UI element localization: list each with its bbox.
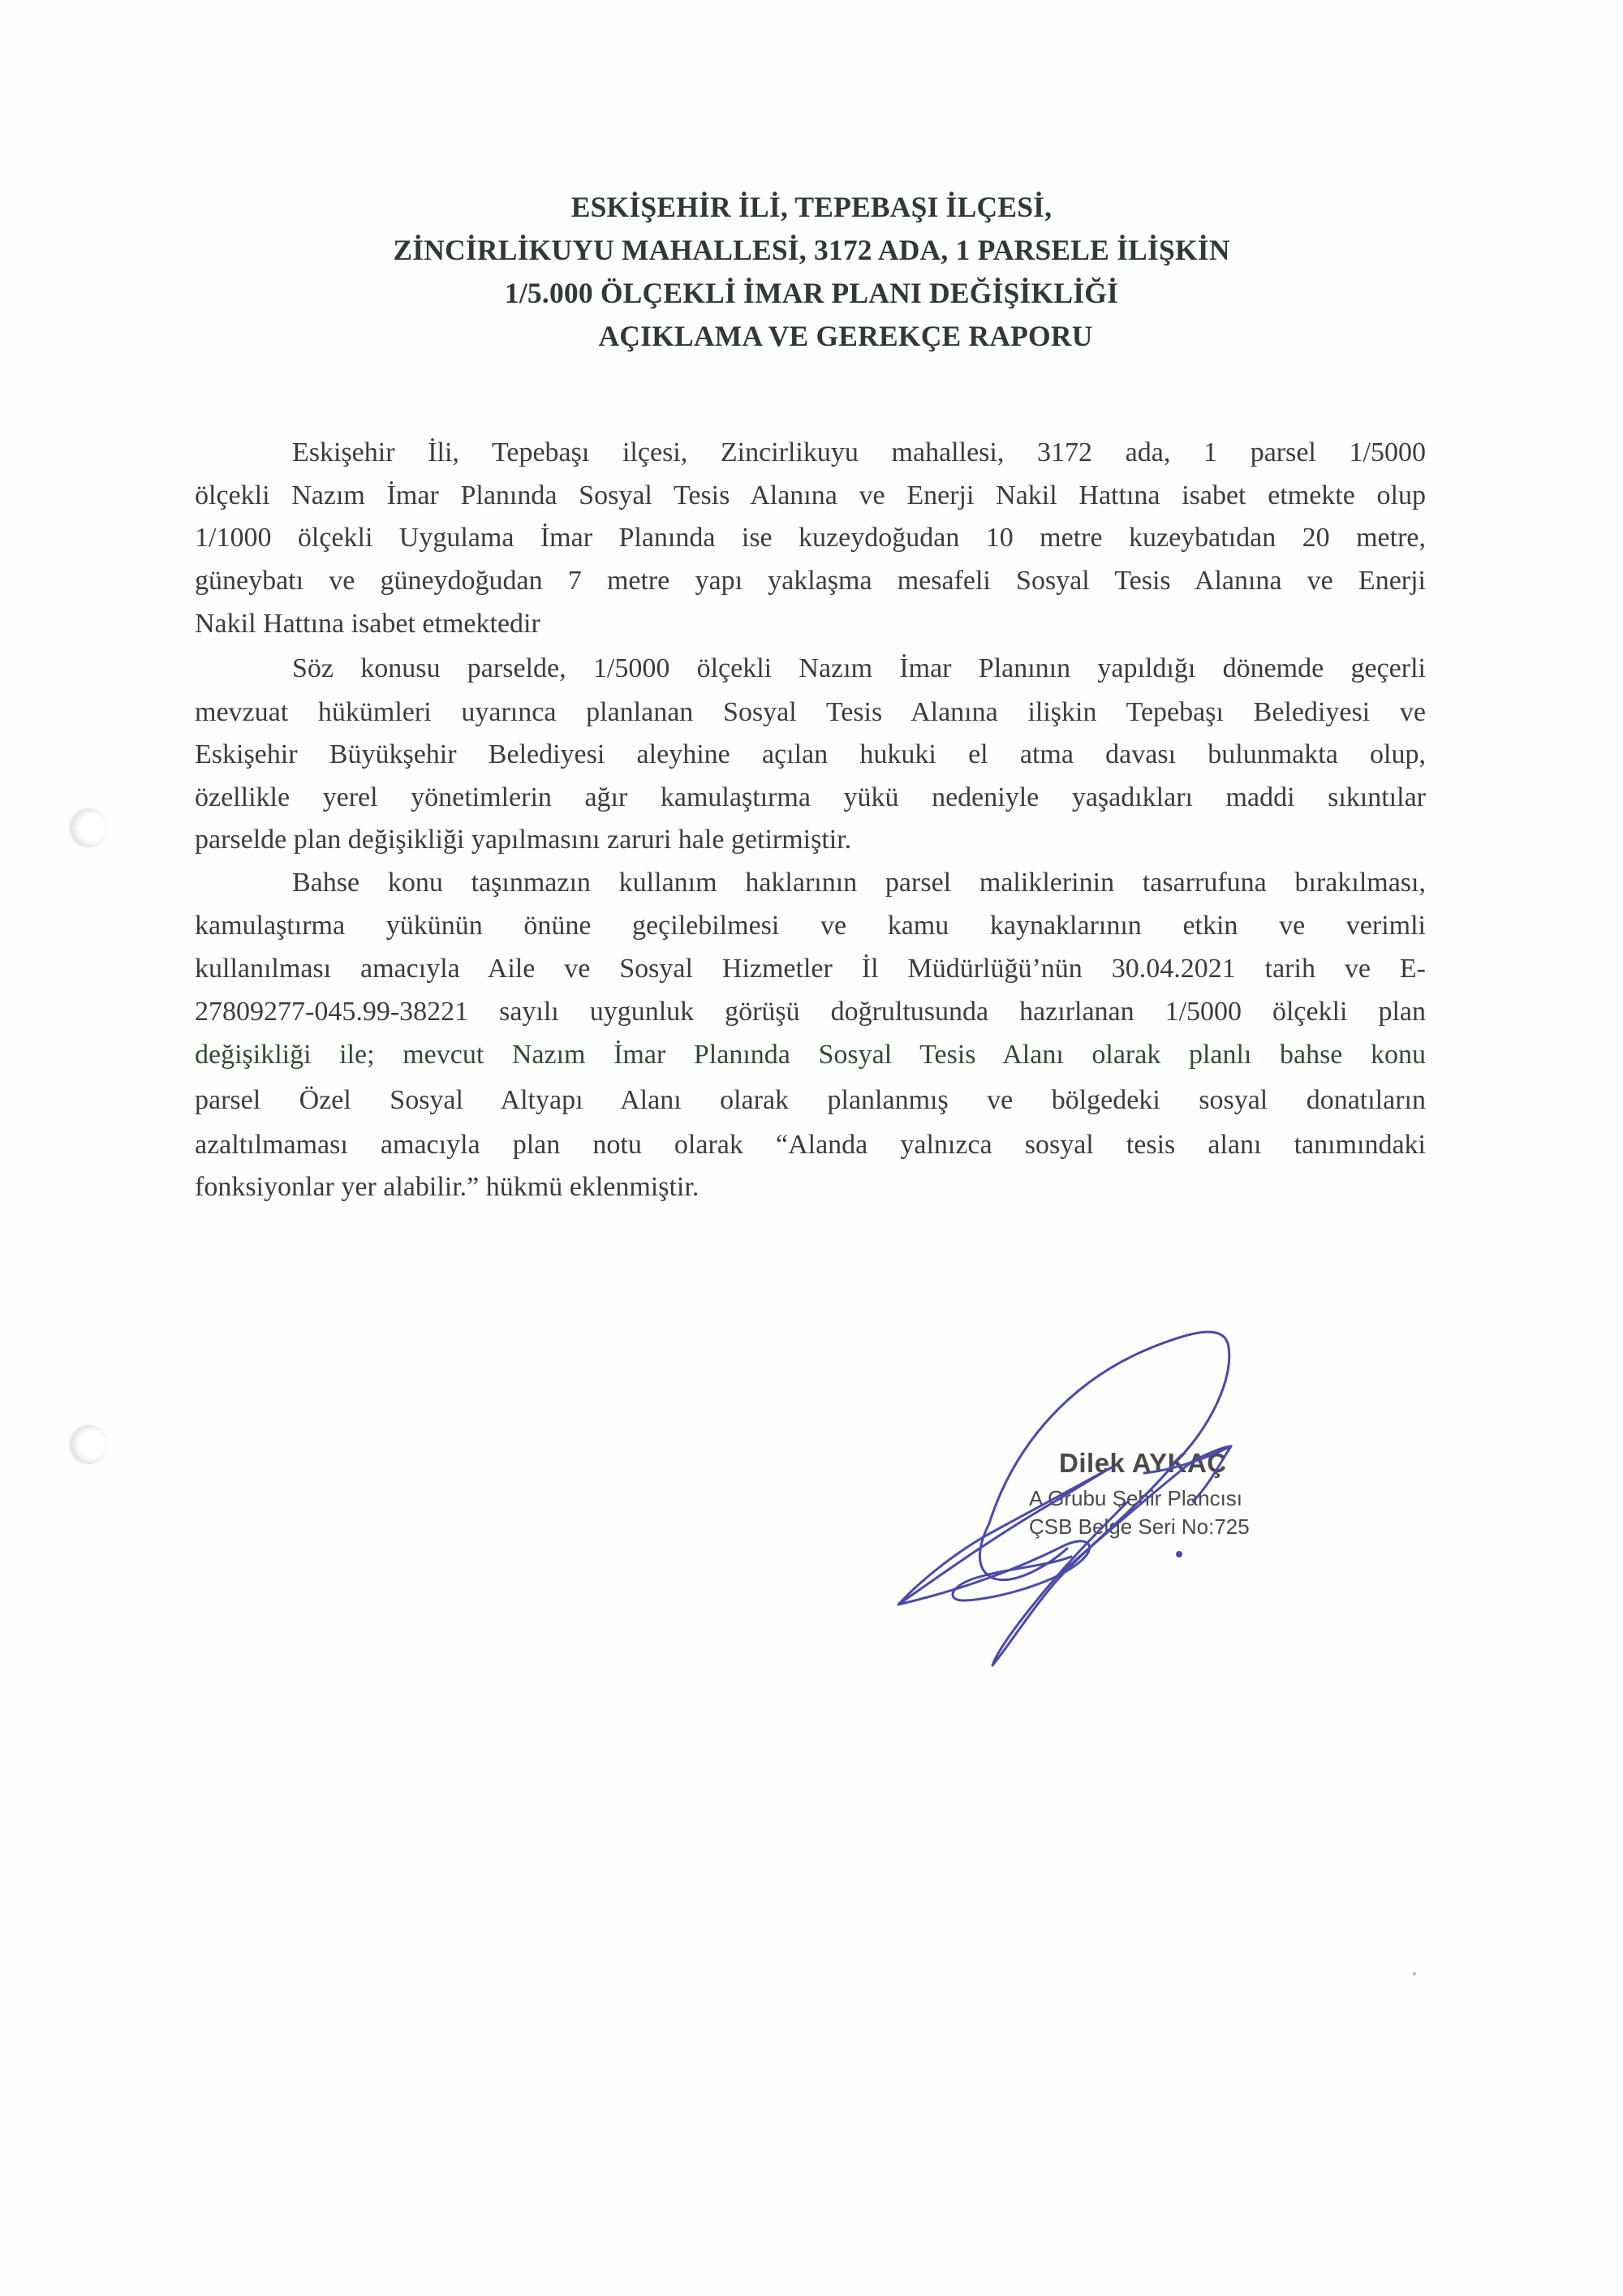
- title-line-1: ESKİŞEHİR İLİ, TEPEBAŞI İLÇESİ,: [570, 191, 1053, 223]
- paragraph-line: parselde plan değişikliği yapılmasını zaruri hale getirmiştir.: [195, 825, 852, 855]
- punch-hole-top: [71, 808, 108, 847]
- paragraph-line: Nakil Hattına isabet etmektedir: [195, 609, 540, 639]
- stamp-certificate: ÇSB Belge Seri No:725: [1029, 1514, 1250, 1539]
- paragraph-line: güneybatı ve güneydoğudan 7 metre yapı yaklaşma mesafeli Sosyal Tesis Alanına ve Enerji: [195, 566, 1426, 596]
- paragraph-line: parsel Özel Sosyal Altyapı Alanı olarak planlanmış ve bölgedeki sosyal donatıların: [195, 1085, 1426, 1115]
- paragraph-line: Eskişehir İli, Tepebaşı ilçesi, Zincirlikuyu mahallesi, 3172 ada, 1 parsel 1/5000: [292, 437, 1426, 467]
- paragraph-line: 1/1000 ölçekli Uygulama İmar Planında ise kuzeydoğudan 10 metre kuzeybatıdan 20 metre,: [195, 523, 1426, 553]
- punch-hole-bottom: [71, 1425, 108, 1464]
- paragraph-line: Söz konusu parselde, 1/5000 ölçekli Nazım İmar Planının yapıldığı dönemde geçerli: [292, 653, 1426, 683]
- paragraph-line-highlighted: değişikliği ile; mevcut Nazım İmar Planında Sosyal Tesis Alanı olarak planlı bahse konu: [195, 1040, 1426, 1070]
- paragraph-line: ölçekli Nazım İmar Planında Sosyal Tesis Alanına ve Enerji Nakil Hattına isabet etmekte olup: [195, 480, 1426, 510]
- title-line-3: 1/5.000 ÖLÇEKLİ İMAR PLANI DEĞİŞİKLİĞİ: [504, 277, 1119, 309]
- paragraph-line: 27809277-045.99-38221 sayılı uygunluk görüşü doğrultusunda hazırlanan 1/5000 ölçekli plan: [195, 997, 1426, 1027]
- signature-dot: [1176, 1551, 1182, 1557]
- paragraph-line: kamulaştırma yükünün önüne geçilebilmesi ve kamu kaynaklarının etkin ve verimli: [195, 911, 1426, 941]
- stamp-title: A Grubu Şehir Plancısı: [1029, 1486, 1243, 1510]
- paragraph-line: fonksiyonlar yer alabilir.” hükmü eklenmiştir.: [195, 1172, 700, 1202]
- title-line-4: AÇIKLAMA VE GEREKÇE RAPORU: [598, 320, 1093, 352]
- paragraph-line: özellikle yerel yönetimlerin ağır kamulaştırma yükü nedeniyle yaşadıkları maddi sıkıntılar: [195, 782, 1426, 812]
- title-line-2: ZİNCİRLİKUYU MAHALLESİ, 3172 ADA, 1 PARSELE İLİŞKİN: [393, 234, 1230, 266]
- paragraph-line: Bahse konu taşınmazın kullanım haklarının parsel maliklerinin tasarrufuna bırakılması,: [292, 868, 1426, 898]
- scan-speck: [1413, 1972, 1416, 1975]
- stamp-name: Dilek AYKAÇ: [1059, 1448, 1227, 1478]
- paragraph-line: azaltılmaması amacıyla plan notu olarak “Alanda yalnızca sosyal tesis alanı tanımındaki: [195, 1130, 1426, 1160]
- paragraph-line: Eskişehir Büyükşehir Belediyesi aleyhine açılan hukuki el atma davası bulunmakta olup,: [195, 739, 1426, 769]
- paragraph-line: kullanılması amacıyla Aile ve Sosyal Hizmetler İl Müdürlüğü’nün 30.04.2021 tarih ve E-: [195, 954, 1426, 984]
- paragraph-line: mevzuat hükümleri uyarınca planlanan Sosyal Tesis Alanına ilişkin Tepebaşı Belediyesi ve: [195, 697, 1426, 727]
